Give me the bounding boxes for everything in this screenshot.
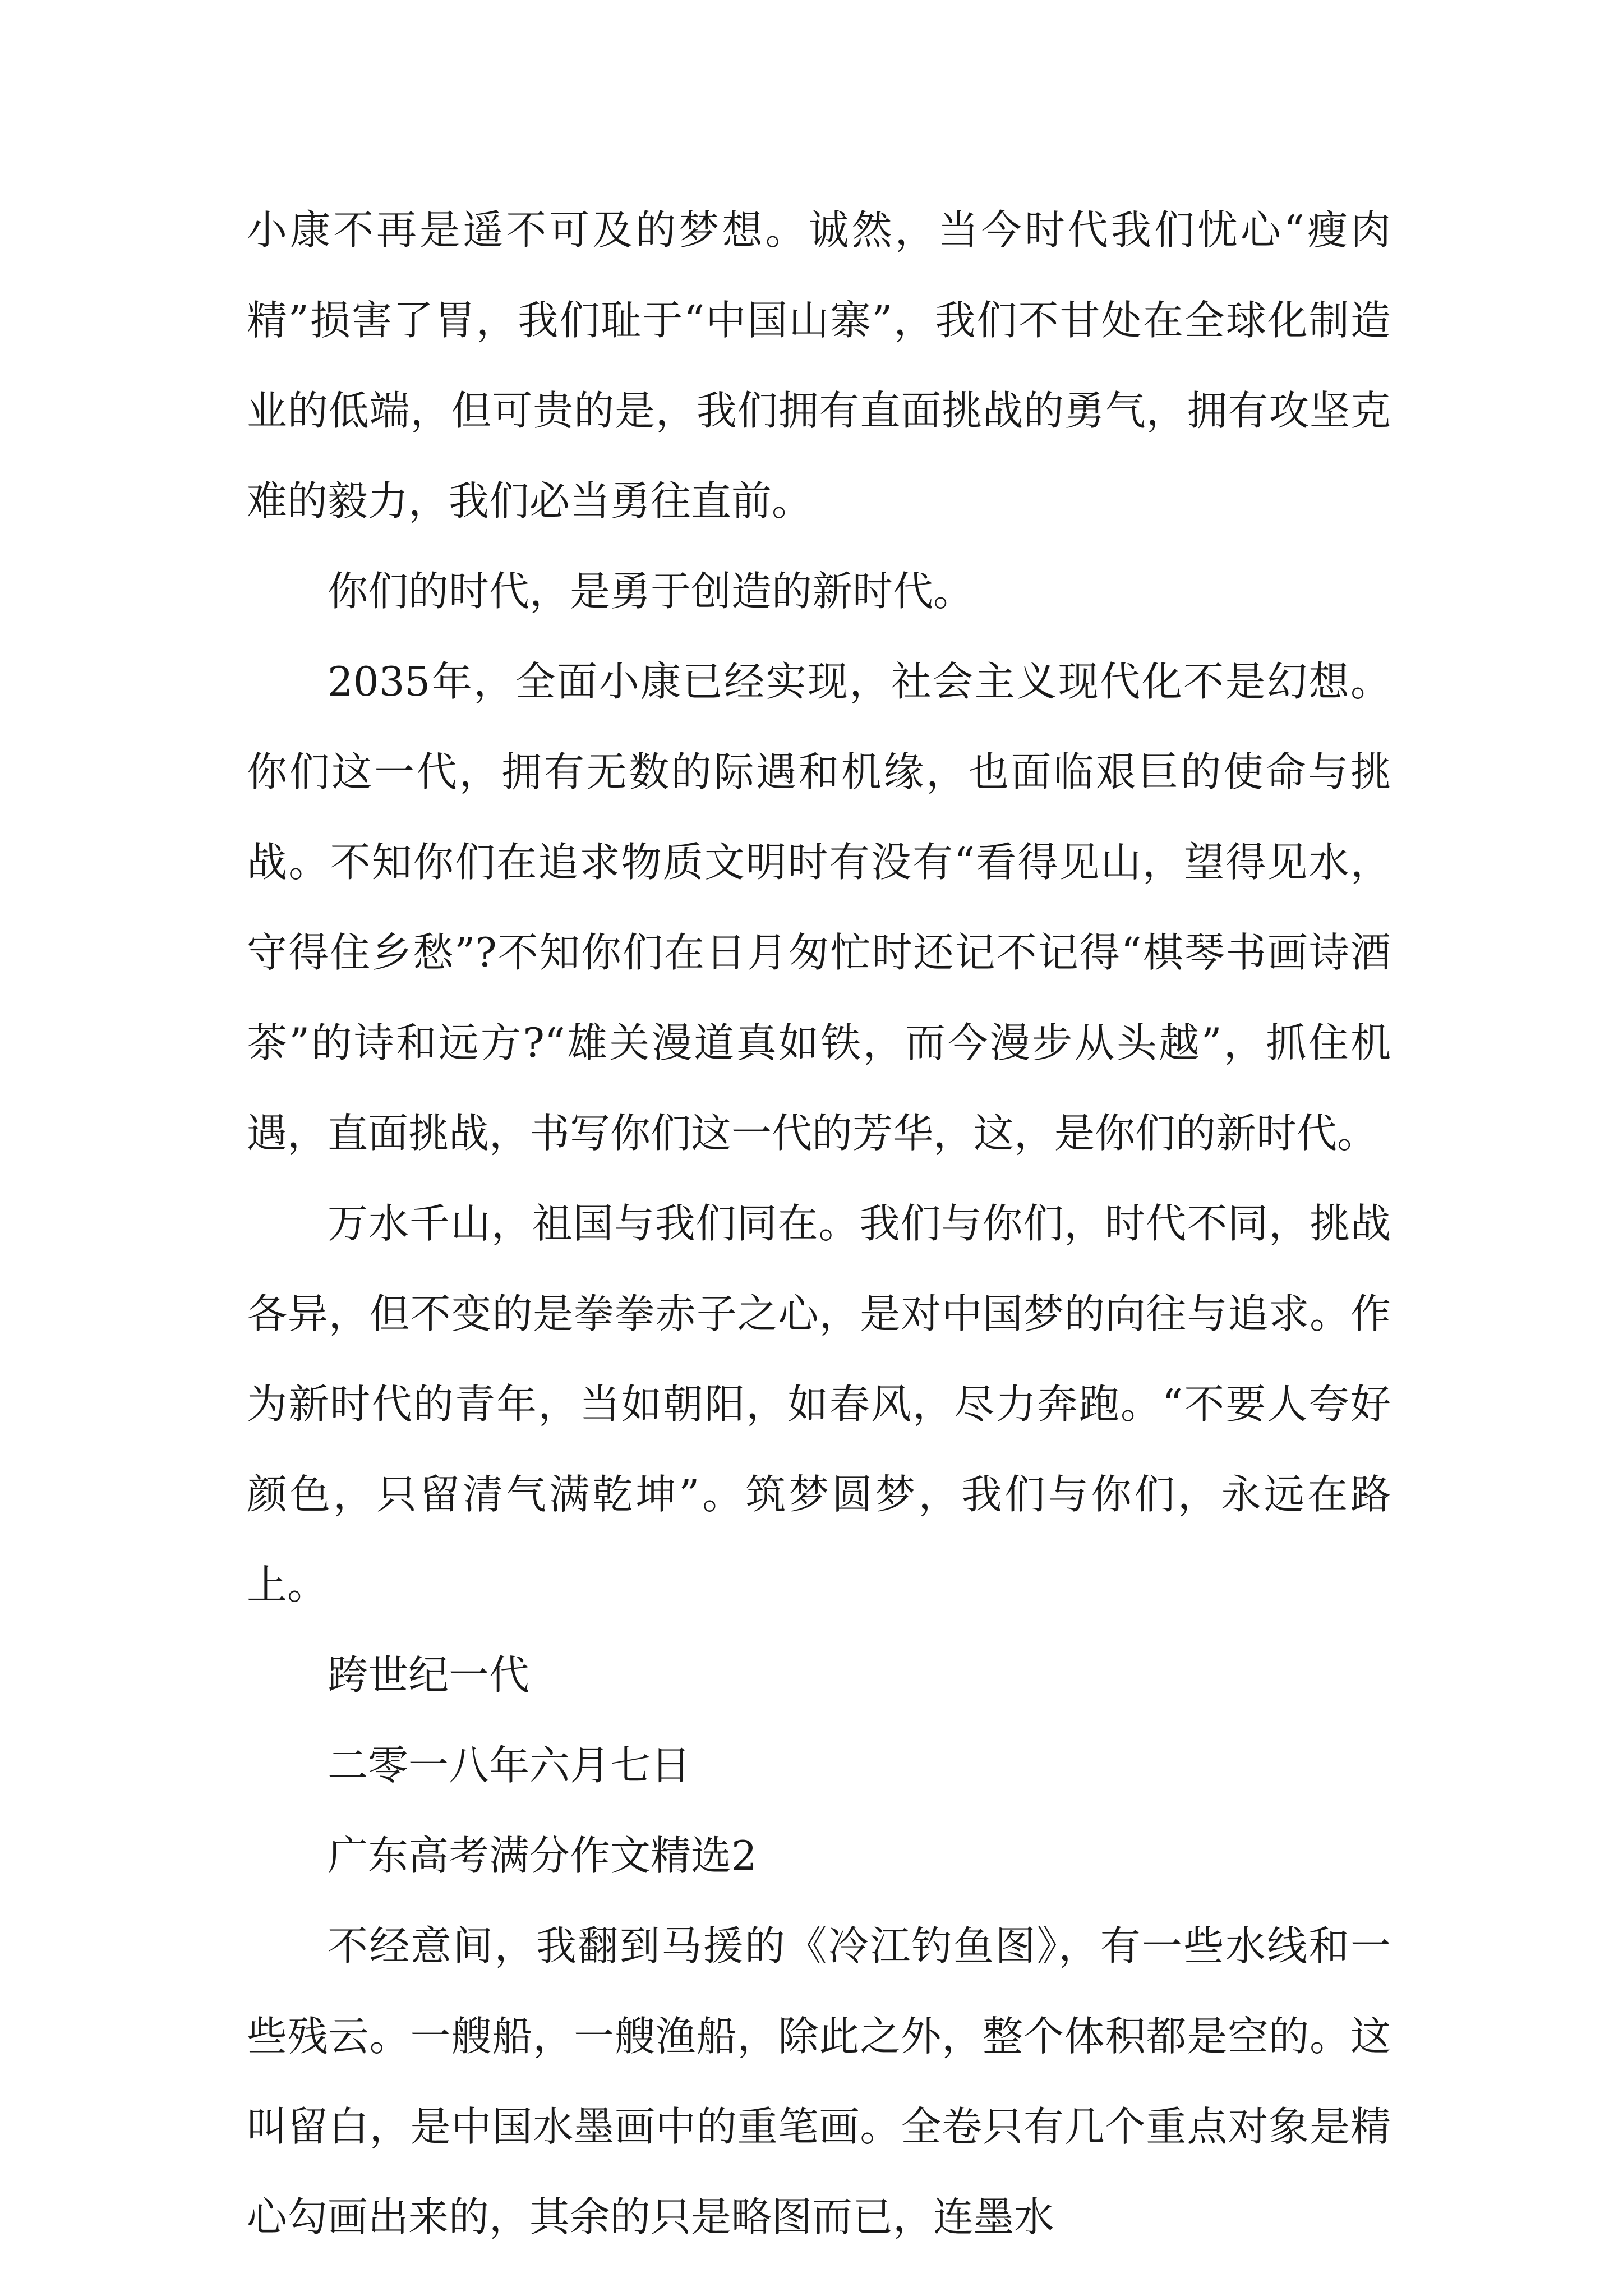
- paragraph-painting: 不经意间，我翻到马援的《冷江钓鱼图》，有一些水线和一些残云。一艘船，一艘渔船，除此之外，整个体积都是空的。这叫留白，是中国水墨画中的重笔画。全卷只有几个重点对象是精心勾画出来的，其余的只是略图而已，连墨水: [247, 1922, 1391, 2240]
- paragraph-xiaokang: 小康不再是遥不可及的梦想。诚然，当今时代我们忧心“瘦肉精”损害了胃，我们耻于“中国山寨”，我们不甘处在全球化制造业的低端，但可贵的是，我们拥有直面挑战的勇气，拥有攻坚克难的毅力，我们必当勇往直前。: [247, 206, 1391, 524]
- essay-heading: 广东高考满分作文精选2: [328, 1832, 757, 1879]
- signature-author: 跨世纪一代: [328, 1651, 530, 1699]
- document-body: [247, 185, 1391, 2262]
- paragraph-wanshui-qianshan: 万水千山，祖国与我们同在。我们与你们，时代不同，挑战各异，但不变的是拳拳赤子之心，是对中国梦的向往与追求。作为新时代的青年，当如朝阳，如春风，尽力奔跑。“不要人夸好颜色，只留清气满乾坤”。筑梦圆梦，我们与你们，永远在路上。: [247, 1200, 1391, 1608]
- signature-date: 二零一八年六月七日: [328, 1742, 691, 1789]
- paragraph-your-era: 你们的时代，是勇于创造的新时代。: [328, 568, 974, 615]
- paragraph-2035: 2035年，全面小康已经实现，社会主义现代化不是幻想。你们这一代，拥有无数的际遇和机缘，也面临艰巨的使命与挑战。不知你们在追求物质文明时有没有“看得见山，望得见水，守得住乡愁”?不知你们在日月匆忙时还记不记得“棋琴书画诗酒茶”的诗和远方?“雄关漫道真如铁，而今漫步从头越”，抓住机遇，直面挑战，书写你们这一代的芳华，这，是你们的新时代。: [247, 658, 1391, 1157]
